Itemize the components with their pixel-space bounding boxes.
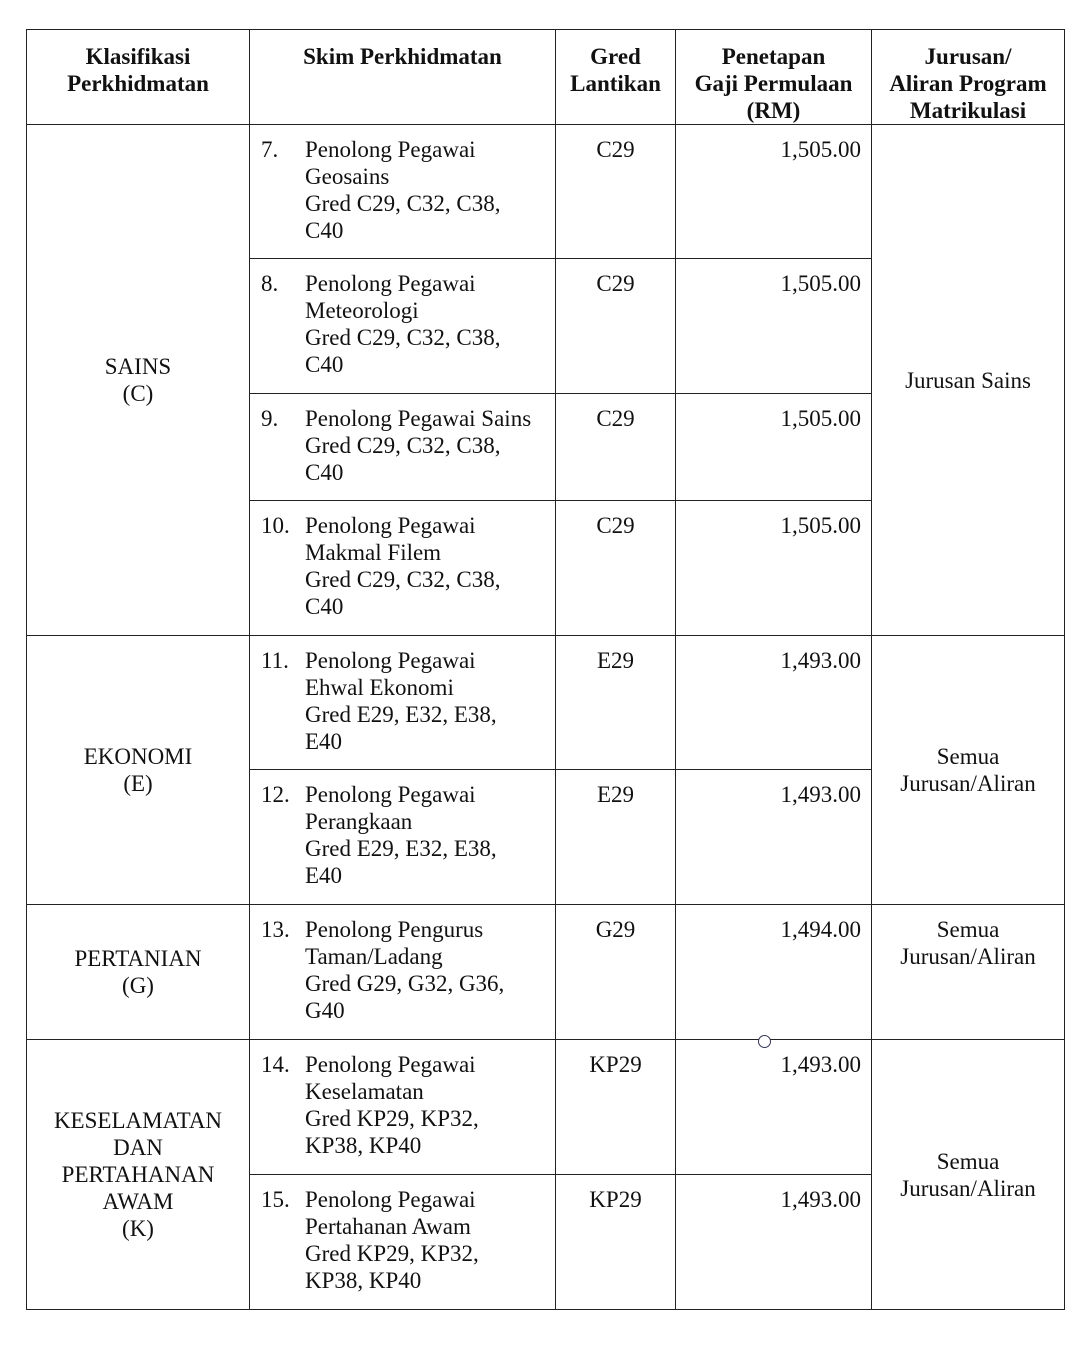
table-row xyxy=(27,125,1065,259)
grade-cell: C29 xyxy=(556,394,676,501)
salary-cell: 1,493.00 xyxy=(676,1040,872,1175)
circle-marker-icon xyxy=(758,1035,771,1048)
grade-cell: KP29 xyxy=(556,1040,676,1175)
service-scheme-table xyxy=(26,29,1065,1310)
scheme-number: 10. xyxy=(261,513,290,538)
salary-cell: 1,505.00 xyxy=(676,394,872,501)
salary-cell: 1,505.00 xyxy=(676,259,872,394)
scheme-number: 11. xyxy=(261,648,289,673)
header-classification: Klasifikasi Perkhidmatan xyxy=(27,30,250,125)
salary-cell: 1,493.00 xyxy=(676,636,872,770)
salary-cell: 1,493.00 xyxy=(676,1175,872,1310)
program-keselamatan: Semua Jurusan/Aliran xyxy=(872,1040,1065,1310)
header-grade: Gred Lantikan xyxy=(556,30,676,125)
grade-cell: E29 xyxy=(556,770,676,905)
scheme-number: 13. xyxy=(261,917,290,942)
scheme-number: 9. xyxy=(261,406,279,431)
table-row xyxy=(27,905,1065,1040)
header-program: Jurusan/ Aliran Program Matrikulasi xyxy=(872,30,1065,125)
scheme-cell: 12. Penolong Pegawai Perangkaan Gred E29, E32, E38, E40 xyxy=(250,770,556,905)
program-sains: Jurusan Sains xyxy=(872,125,1065,636)
classification-keselamatan: KESELAMATAN DAN PERTAHANAN AWAM (K) xyxy=(27,1040,250,1310)
scheme-cell: 8. Penolong Pegawai Meteorologi Gred C29, C32, C38, C40 xyxy=(250,259,556,394)
salary-cell: 1,494.00 xyxy=(676,905,872,1040)
grade-cell: C29 xyxy=(556,259,676,394)
grade-cell: G29 xyxy=(556,905,676,1040)
salary-cell: 1,505.00 xyxy=(676,125,872,259)
program-pertanian: Semua Jurusan/Aliran xyxy=(872,905,1065,1040)
scheme-cell: 11. Penolong Pegawai Ehwal Ekonomi Gred E29, E32, E38, E40 xyxy=(250,636,556,770)
classification-sains: SAINS (C) xyxy=(27,125,250,636)
header-scheme: Skim Perkhidmatan xyxy=(250,30,556,125)
scheme-cell: 13. Penolong Pengurus Taman/Ladang Gred G29, G32, G36, G40 xyxy=(250,905,556,1040)
scheme-number: 8. xyxy=(261,271,279,296)
scheme-number: 7. xyxy=(261,137,279,162)
table-row xyxy=(27,636,1065,770)
grade-cell: C29 xyxy=(556,501,676,636)
grade-cell: E29 xyxy=(556,636,676,770)
scheme-cell: 7. Penolong Pegawai Geosains Gred C29, C32, C38, C40 xyxy=(250,125,556,259)
header-salary: Penetapan Gaji Permulaan (RM) xyxy=(676,30,872,125)
scheme-number: 15. xyxy=(261,1187,290,1212)
salary-cell: 1,505.00 xyxy=(676,501,872,636)
salary-cell: 1,493.00 xyxy=(676,770,872,905)
classification-pertanian: PERTANIAN (G) xyxy=(27,905,250,1040)
scheme-cell: 10. Penolong Pegawai Makmal Filem Gred C29, C32, C38, C40 xyxy=(250,501,556,636)
scheme-number: 12. xyxy=(261,782,290,807)
grade-cell: C29 xyxy=(556,125,676,259)
scheme-cell: 15. Penolong Pegawai Pertahanan Awam Gred KP29, KP32, KP38, KP40 xyxy=(250,1175,556,1310)
scheme-cell: 9. Penolong Pegawai Sains Gred C29, C32, C38, C40 xyxy=(250,394,556,501)
table-row xyxy=(27,1040,1065,1175)
classification-ekonomi: EKONOMI (E) xyxy=(27,636,250,905)
header-row xyxy=(27,30,1065,125)
scheme-number: 14. xyxy=(261,1052,290,1077)
program-ekonomi: Semua Jurusan/Aliran xyxy=(872,636,1065,905)
scheme-cell: 14. Penolong Pegawai Keselamatan Gred KP29, KP32, KP38, KP40 xyxy=(250,1040,556,1175)
grade-cell: KP29 xyxy=(556,1175,676,1310)
